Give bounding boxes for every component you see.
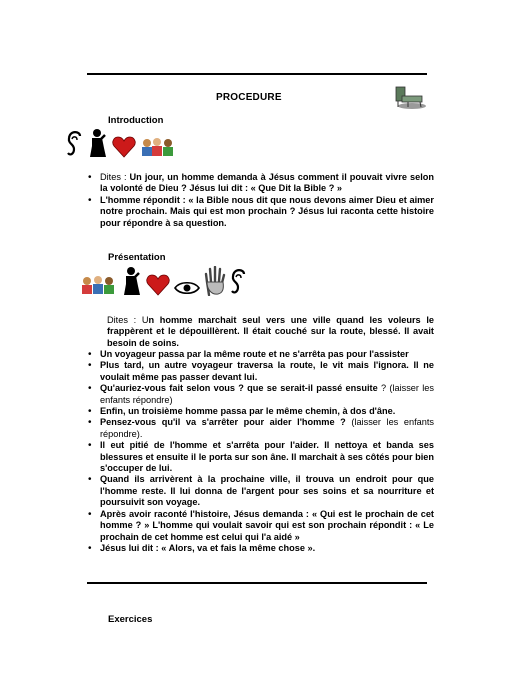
list-item: • L'homme répondit : « la Bible nous dit que nous devons aimer Dieu et aimer notre prochain. Mais qui est mon prochain ? Jésus lui raconta cette histoire pour répondre à sa question. [86, 195, 434, 229]
list-item: • Enfin, un troisième homme passa par le même chemin, à dos d'âne. [86, 406, 434, 417]
presentation-list [86, 349, 434, 554]
list-item: • Jésus lui dit : « Alors, va et fais la même chose ». [86, 543, 434, 554]
top-rule [87, 73, 427, 75]
chair-icon [392, 84, 428, 110]
list-item: • Plus tard, un autre voyageur traversa la route, le vit mais l'ignora. Il ne voulait même pas passer devant lui. [86, 360, 434, 383]
ear-icon [230, 268, 248, 296]
eye-icon [174, 280, 200, 296]
section-exercises: Exercices [108, 614, 153, 625]
section-introduction: Introduction [108, 115, 164, 126]
list-item: • Qu'auriez-vous fait selon vous ? que se serait-il passé ensuite ? (laisser les enfants répondre) [86, 383, 434, 406]
section-presentation: Présentation [108, 252, 166, 263]
heart-icon [112, 136, 136, 158]
children-group-icon [140, 136, 176, 158]
heart-icon [146, 274, 170, 296]
page-title: PROCEDURE [216, 92, 282, 103]
list-item: • Quand ils arrivèrent à la prochaine ville, il trouva un endroit pour que l'homme reste. Il lui donna de l'argent pour ses soins et sa nourriture et poursuivit son voyage. [86, 474, 434, 508]
presentation-icons [80, 266, 248, 296]
list-item: • Dites : Un jour, un homme demanda à Jésus comment il pouvait vivre selon la volonté de Dieu ? Jésus lui dit : « Que Dit la Bible ? » [86, 172, 434, 195]
intro-icons [66, 128, 176, 158]
list-item: • Il eut pitié de l'homme et s'arrêta pour l'aider. Il nettoya et banda ses blessures et ensuite il le porta sur son âne. Il marchait à ses côtés pour bien s'occuper de lui. [86, 440, 434, 474]
list-item: • Après avoir raconté l'histoire, Jésus demanda : « Qui est le prochain de cet homme ? » L'homme qui voulait savoir qui est son prochain répondit : « Le prochain de cet homme est celui qui l'a aidé » [86, 509, 434, 543]
praying-person-icon [122, 266, 142, 296]
bottom-rule [87, 582, 427, 584]
presentation-intro: Dites : Un homme marchait seul vers une ville quand les voleurs le frappèrent et le dépouillèrent. Il était couché sur la route, blessé. Il avait besoin de soins. [107, 315, 435, 348]
children-group-icon [80, 274, 118, 296]
intro-list [86, 172, 434, 229]
praying-person-icon [88, 128, 108, 158]
list-item: • Pensez-vous qu'il va s'arrêter pour aider l'homme ? (laisser les enfants répondre). [86, 417, 434, 440]
ear-icon [66, 130, 84, 158]
hand-icon [204, 266, 226, 296]
list-item: • Un voyageur passa par la même route et ne s'arrêta pas pour l'assister [86, 349, 434, 360]
